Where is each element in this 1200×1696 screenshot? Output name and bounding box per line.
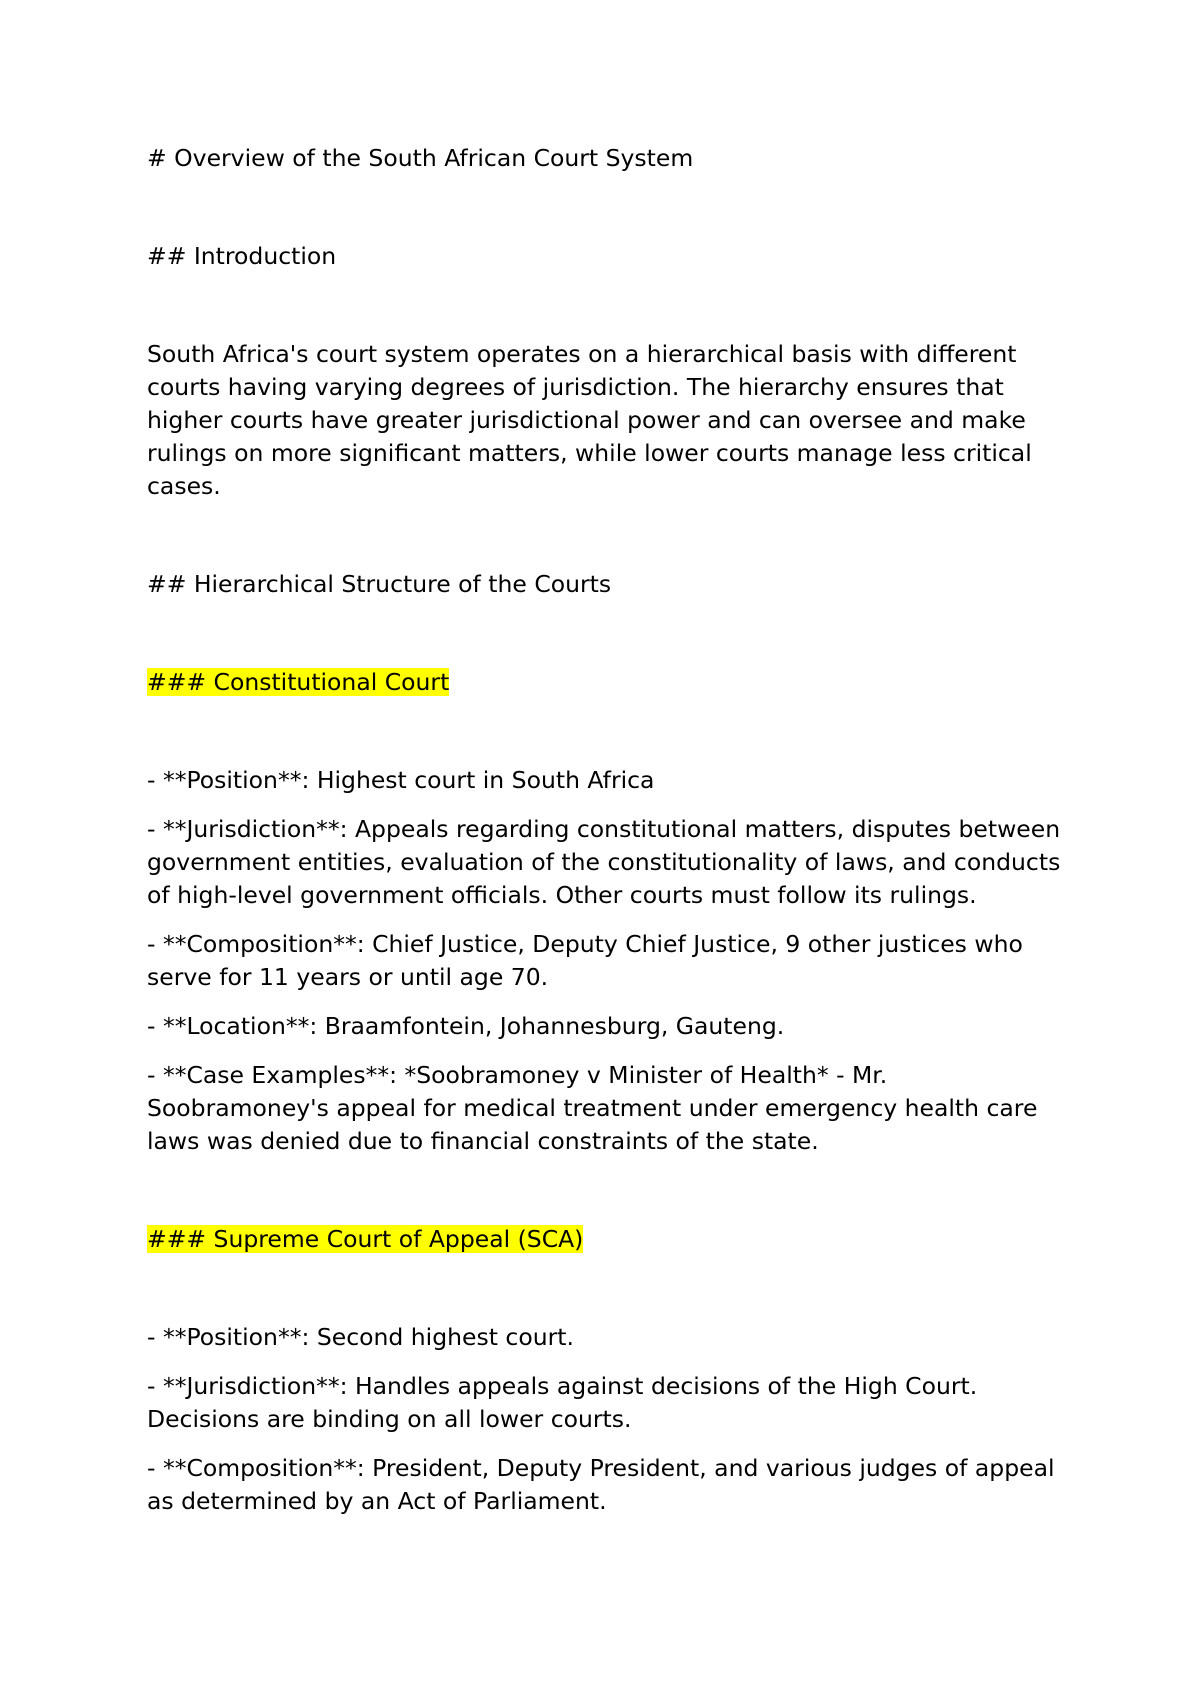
bullet-jurisdiction: - **Jurisdiction**: Handles appeals against decisions of the High Court. Decisions are binding on all lower courts. — [147, 1372, 978, 1433]
document-title: # Overview of the South African Court System — [147, 144, 694, 172]
intro-heading: ## Introduction — [147, 242, 337, 270]
bullet-composition: - **Composition**: Chief Justice, Deputy Chief Justice, 9 other justices who serve for 11 years or until age 70. — [147, 930, 1023, 991]
bullet-location: - **Location**: Braamfontein, Johannesburg, Gauteng. — [147, 1012, 785, 1040]
bullet-composition: - **Composition**: President, Deputy President, and various judges of appeal as determined by an Act of Parliament. — [147, 1454, 1055, 1515]
section-heading-wrapper — [147, 1223, 1067, 1256]
bullet-case-examples: - **Case Examples**: *Soobramoney v Minister of Health* - Mr. Soobramoney's appeal for medical treatment under emergency health care laws was denied due to financial constraints of the state. — [147, 1061, 1038, 1155]
section-heading-wrapper — [147, 666, 1067, 699]
bullet-jurisdiction: - **Jurisdiction**: Appeals regarding constitutional matters, disputes between government entities, evaluation of the constitutionality of laws, and conducts of high-level government officials. Other courts must follow its rulings. — [147, 815, 1061, 909]
section-heading-constitutional-court: ### Constitutional Court — [147, 668, 450, 696]
section-supreme-court-of-appeal — [147, 1223, 1067, 1518]
bullet-position: - **Position**: Highest court in South Africa — [147, 766, 655, 794]
bullet-position: - **Position**: Second highest court. — [147, 1323, 574, 1351]
structure-heading: ## Hierarchical Structure of the Courts — [147, 570, 612, 598]
intro-paragraph: South Africa's court system operates on a hierarchical basis with different courts having varying degrees of jurisdiction. The hierarchy ensures that higher courts have greater jurisdictional power and can oversee and make rulings on more significant matters, while lower courts manage less critical cases. — [147, 340, 1032, 500]
section-heading-supreme-court-of-appeal: ### Supreme Court of Appeal (SCA) — [147, 1225, 584, 1253]
section-constitutional-court — [147, 666, 1067, 1158]
document-body — [147, 142, 1067, 1534]
